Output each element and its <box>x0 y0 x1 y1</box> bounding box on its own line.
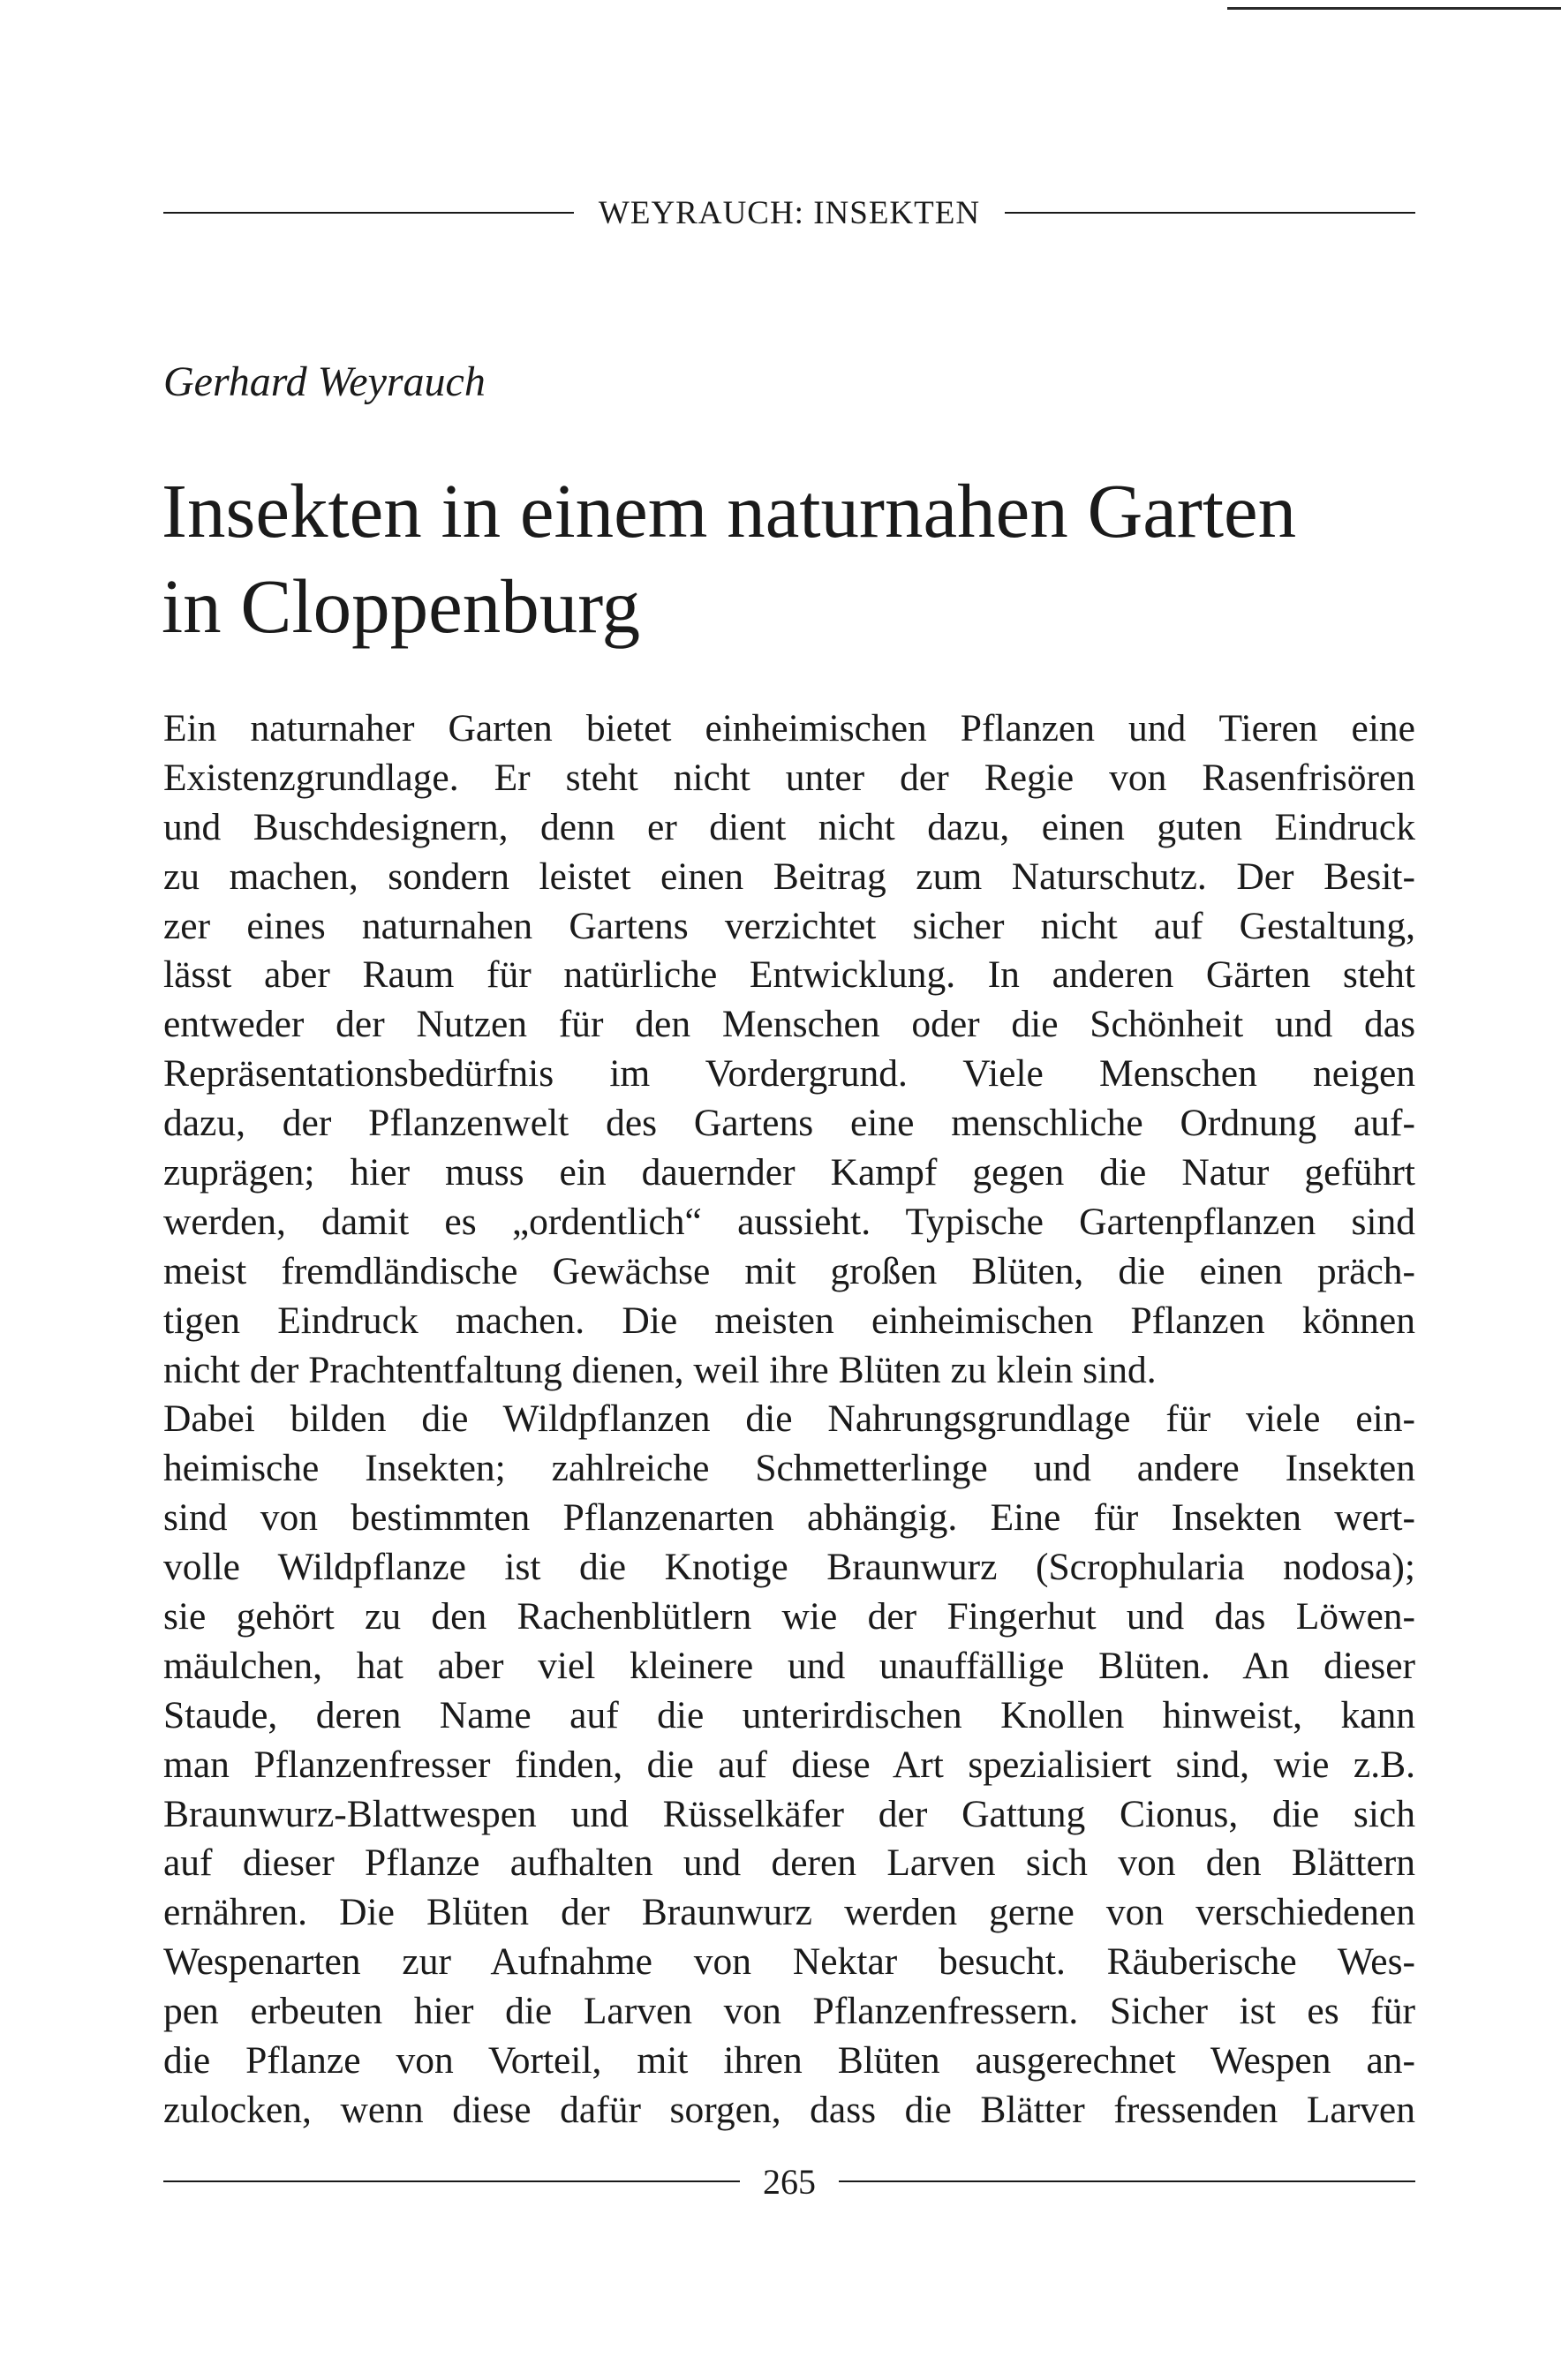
body-line: werden, damit es „ordentlich“ aussieht. Typische Gartenpflanzen sind <box>163 1200 1415 1243</box>
body-line: und Buschdesignern, denn er dient nicht dazu, einen guten Eindruck <box>163 805 1415 848</box>
title-line: in Cloppenburg <box>162 563 641 649</box>
body-line: dazu, der Pflanzenwelt des Gartens eine menschliche Ordnung auf- <box>163 1102 1415 1145</box>
body-line: Wespenarten zur Aufnahme von Nektar besucht. Räuberische Wes- <box>163 1940 1415 1984</box>
body-line: zu machen, sondern leistet einen Beitrag zum Naturschutz. Der Besit- <box>163 855 1415 898</box>
body-line: Ein naturnaher Garten bietet einheimischen Pflanzen und Tieren eine <box>163 707 1415 749</box>
scan-edge-mark <box>1227 7 1561 10</box>
body-line: die Pflanze von Vorteil, mit ihren Blüten ausgerechnet Wespen an- <box>163 2039 1415 2082</box>
article-title <box>162 463 1296 654</box>
footer-rule-left <box>163 2180 740 2182</box>
body-line: auf dieser Pflanze aufhalten und deren Larven sich von den Blättern <box>163 1841 1415 1885</box>
body-line: Existenzgrundlage. Er steht nicht unter der Regie von Rasenfrisören <box>163 756 1415 799</box>
running-head-rule-left <box>163 212 574 214</box>
body-line: sie gehört zu den Rachenblütlern wie der Fingerhut und das Löwen- <box>163 1595 1415 1638</box>
body-line: tigen Eindruck machen. Die meisten einheimischen Pflanzen können <box>163 1299 1415 1342</box>
body-text <box>163 704 1415 2135</box>
body-line: Dabei bilden die Wildpflanzen die Nahrungsgrundlage für viele ein- <box>163 1397 1415 1441</box>
body-line: zulocken, wenn diese dafür sorgen, dass die Blätter fressenden Larven <box>163 2088 1415 2131</box>
body-line: meist fremdländische Gewächse mit großen Blüten, die einen präch- <box>163 1249 1415 1292</box>
body-line: heimische Insekten; zahlreiche Schmetterlinge und andere Insekten <box>163 1447 1415 1490</box>
body-line: man Pflanzenfresser finden, die auf diese Art spezialisiert sind, wie z.B. <box>163 1743 1415 1786</box>
body-line: sind von bestimmten Pflanzenarten abhängig. Eine für Insekten wert- <box>163 1496 1415 1540</box>
body-line: nicht der Prachtentfaltung dienen, weil ihre Blüten zu klein sind. <box>163 1348 1157 1391</box>
footer-rule-right <box>839 2180 1415 2182</box>
page-footer <box>163 2158 1415 2204</box>
body-line: Braunwurz-Blattwespen und Rüsselkäfer der Gattung Cionus, die sich <box>163 1792 1415 1835</box>
title-line: Insekten in einem naturnahen Garten <box>162 468 1297 554</box>
body-line: lässt aber Raum für natürliche Entwicklung. In anderen Gärten steht <box>163 953 1415 997</box>
body-line: pen erbeuten hier die Larven von Pflanzenfressern. Sicher ist es für <box>163 1990 1415 2033</box>
running-head-rule-right <box>1005 212 1415 214</box>
body-line: Staude, deren Name auf die unterirdischen Knollen hinweist, kann <box>163 1693 1415 1736</box>
body-line: zer eines naturnahen Gartens verzichtet sicher nicht auf Gestaltung, <box>163 904 1415 947</box>
body-line: entweder der Nutzen für den Menschen oder die Schönheit und das <box>163 1003 1415 1046</box>
running-head-label: WEYRAUCH: INSEKTEN <box>598 194 981 231</box>
author-name: Gerhard Weyrauch <box>163 358 486 405</box>
body-line: volle Wildpflanze ist die Knotige Braunwurz (Scrophularia nodosa); <box>163 1546 1415 1589</box>
body-line: zuprägen; hier muss ein dauernder Kampf gegen die Natur geführt <box>163 1151 1415 1194</box>
page-number: 265 <box>763 2161 816 2202</box>
body-line: Repräsentationsbedürfnis im Vordergrund. Viele Menschen neigen <box>163 1052 1415 1096</box>
body-line: ernähren. Die Blüten der Braunwurz werden gerne von verschiedenen <box>163 1891 1415 1934</box>
running-head <box>163 190 1415 236</box>
body-line: mäulchen, hat aber viel kleinere und unauffällige Blüten. An dieser <box>163 1644 1415 1687</box>
